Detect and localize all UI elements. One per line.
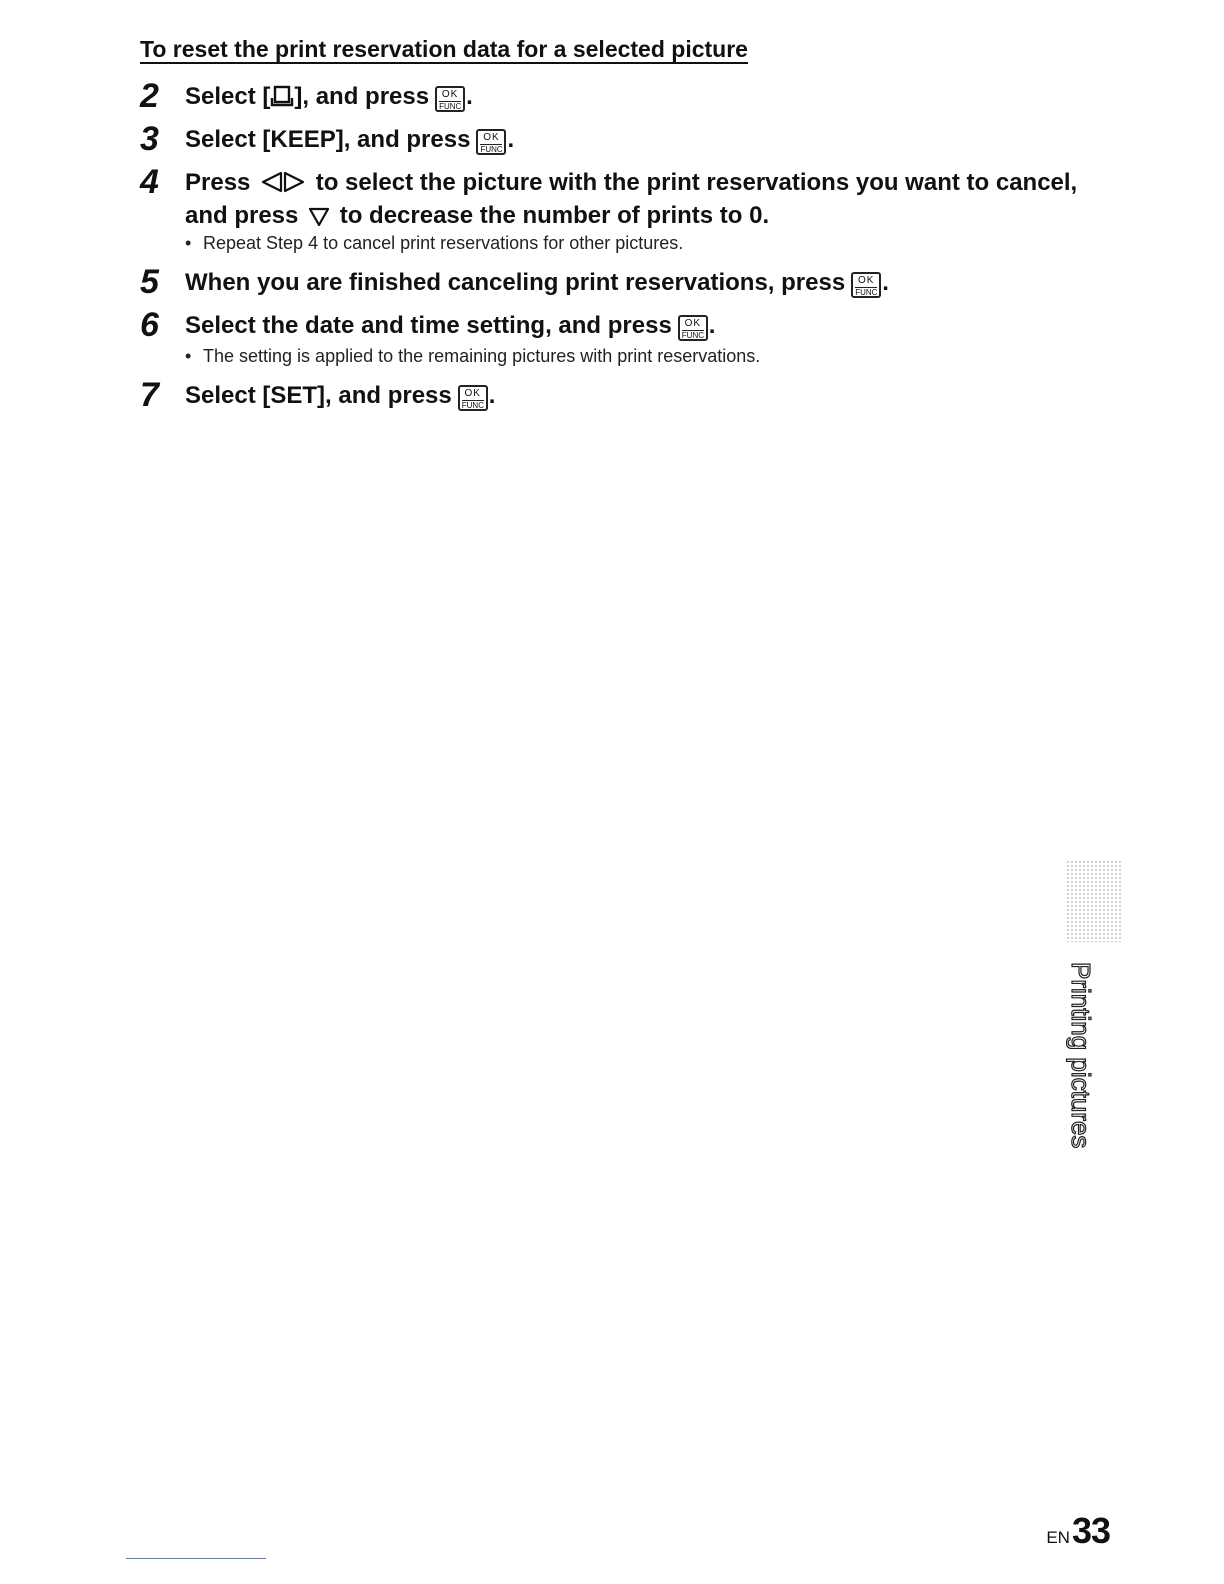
- left-right-arrow-icon: [260, 171, 306, 201]
- step-note: [185, 232, 1085, 254]
- step-text-part: Press: [185, 169, 258, 196]
- step-text-part: to decrease the number of prints to 0.: [333, 202, 770, 229]
- step-text: [185, 168, 1085, 234]
- step-text-part: .: [708, 312, 716, 339]
- footer-rule: [126, 1558, 266, 1559]
- step-text: [185, 381, 1085, 411]
- ok-func-button-icon: OK FUNC: [851, 272, 881, 298]
- note-text: Repeat Step 4 to cancel print reservations for other pictures.: [203, 233, 684, 253]
- step-note: [185, 345, 1085, 367]
- chapter-tab-marker: [1066, 860, 1122, 942]
- bullet-point: •: [185, 346, 192, 366]
- step-text: [185, 125, 1085, 155]
- step-number: 4: [140, 163, 159, 201]
- note-text: The setting is applied to the remaining pictures with print reservations.: [203, 346, 761, 366]
- chapter-side-label: Printing pictures: [1066, 962, 1096, 1149]
- step-number: 3: [140, 120, 159, 158]
- step-text-part: Select [: [185, 83, 271, 110]
- bullet-point: •: [185, 233, 192, 253]
- step-text-part: .: [882, 269, 889, 296]
- ok-func-button-icon: OK FUNC: [435, 86, 465, 112]
- step-text-part: .: [507, 126, 515, 153]
- step-number: 6: [140, 306, 159, 344]
- step-text-part: Select [KEEP], and press: [185, 126, 471, 153]
- ok-func-button-icon: OK FUNC: [458, 385, 488, 411]
- step-text: [185, 268, 1085, 298]
- step-text-part: .: [466, 83, 473, 110]
- page-number-prefix: EN: [1046, 1528, 1070, 1547]
- step-text-part: to select the picture with the print reservations you want to cancel, and press: [185, 169, 1078, 229]
- page-number-value: 33: [1071, 1510, 1110, 1551]
- step-text-part: .: [488, 382, 496, 409]
- step-number: 7: [140, 376, 159, 414]
- step-number: 2: [140, 77, 159, 115]
- step-text-part: Select [SET], and press: [185, 382, 452, 409]
- ok-func-button-icon: OK FUNC: [678, 315, 708, 341]
- print-order-icon: [270, 84, 294, 116]
- step-text: [185, 82, 1085, 116]
- step-text-part: Select the date and time setting, and press: [185, 312, 672, 339]
- step-text: [185, 311, 1085, 341]
- step-text-part: When you are finished canceling print reservations, press: [185, 269, 846, 296]
- step-number: 5: [140, 263, 159, 301]
- page-number: [1046, 1510, 1110, 1552]
- down-arrow-icon: [308, 204, 330, 234]
- section-heading: To reset the print reservation data for a selected picture: [140, 36, 748, 62]
- ok-func-button-icon: OK FUNC: [476, 129, 506, 155]
- step-text-part: ], and press: [294, 83, 430, 110]
